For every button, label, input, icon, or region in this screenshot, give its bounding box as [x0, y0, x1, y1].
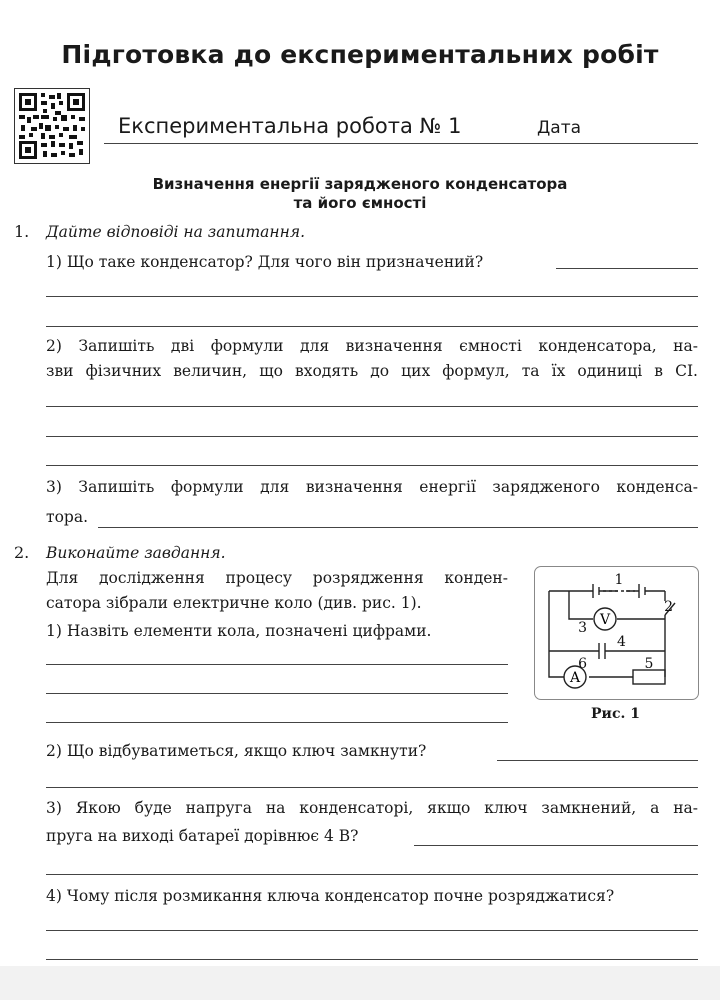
label-3: 3 — [578, 620, 587, 636]
date-label: Дата — [537, 118, 582, 138]
answer-line[interactable] — [46, 930, 698, 931]
answer-line[interactable] — [46, 959, 698, 960]
task2-number: 2. — [14, 543, 30, 562]
answer-line[interactable] — [46, 787, 698, 788]
answer-line[interactable] — [98, 527, 698, 528]
task2-question3-line2: пруга на виході батареї дорівнює 4 В? — [46, 827, 359, 845]
answer-line[interactable] — [46, 664, 508, 665]
answer-line[interactable] — [46, 465, 698, 466]
answer-line[interactable] — [46, 693, 508, 694]
qr-code-icon[interactable] — [14, 88, 90, 164]
answer-line[interactable] — [46, 874, 698, 875]
work-subtitle-line1: Визначення енергії зарядженого конденсатора — [152, 175, 568, 193]
task1-heading: Дайте відповіді на запитання. — [46, 223, 306, 241]
voltmeter-symbol: V — [599, 612, 611, 628]
page-title: Підготовка до експериментальних робіт — [61, 40, 659, 69]
answer-line[interactable] — [556, 268, 698, 269]
task1-question3-line2: тора. — [46, 508, 88, 526]
answer-line[interactable] — [414, 845, 698, 846]
answer-line[interactable] — [46, 722, 508, 723]
figure-caption: Рис. 1 — [591, 706, 640, 722]
ammeter-symbol: A — [569, 670, 581, 686]
page-bottom-band — [0, 966, 720, 1000]
answer-line[interactable] — [46, 406, 698, 407]
task1-question1: 1) Що таке конденсатор? Для чого він призначений? — [46, 253, 484, 271]
task2-question4: 4) Чому після розмикання ключа конденсатор почне розряджатися? — [46, 887, 615, 905]
task2-heading: Виконайте завдання. — [46, 544, 226, 562]
task2-intro-line1: Для дослідження процесу розрядження конден- — [46, 569, 508, 587]
label-2: 2 — [664, 599, 673, 615]
task2-question1: 1) Назвіть елементи кола, позначені цифрами. — [46, 622, 432, 640]
header-rule — [104, 143, 698, 144]
task1-question2-line2: зви фізичних величин, що входять до цих формул, та їх одиниці в СІ. — [46, 362, 698, 380]
circuit-diagram — [534, 566, 699, 700]
work-subtitle-line2: та його ємності — [293, 194, 427, 212]
task2-question3-line1: 3) Якою буде напруга на конденсаторі, якщо ключ замкнений, а на- — [46, 799, 698, 817]
label-6: 6 — [578, 656, 587, 672]
label-1: 1 — [614, 572, 624, 588]
answer-line[interactable] — [46, 296, 698, 297]
answer-line[interactable] — [46, 326, 698, 327]
label-5: 5 — [644, 656, 654, 672]
task2-question2: 2) Що відбуватиметься, якщо ключ замкнути? — [46, 742, 427, 760]
label-4: 4 — [617, 634, 626, 650]
task1-question3-line1: 3) Запишіть формули для визначення енергії зарядженого конденса- — [46, 478, 698, 496]
task2-intro-line2: сатора зібрали електричне коло (див. рис. 1). — [46, 594, 422, 612]
answer-line[interactable] — [497, 760, 698, 761]
work-title: Експериментальна робота № 1 — [118, 114, 462, 138]
task1-number: 1. — [14, 222, 30, 241]
task1-question2-line1: 2) Запишіть дві формули для визначення ємності конденсатора, на- — [46, 337, 698, 355]
answer-line[interactable] — [46, 436, 698, 437]
